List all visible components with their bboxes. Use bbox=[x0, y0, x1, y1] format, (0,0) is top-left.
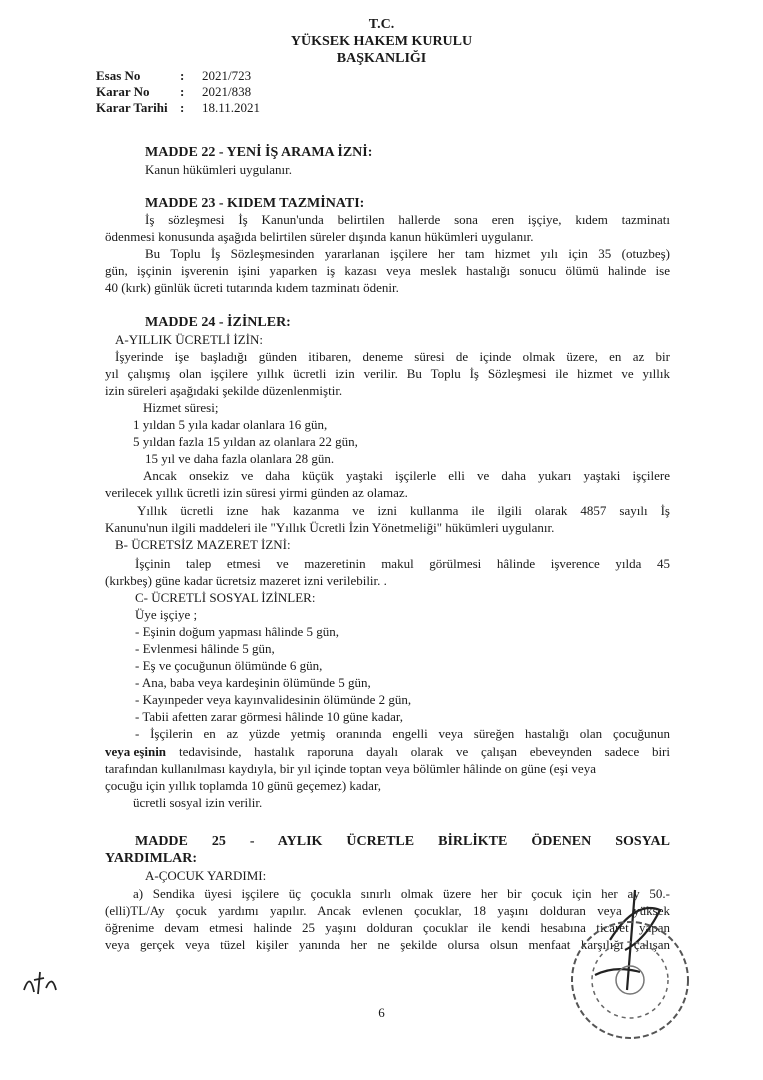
body-line: İş sözleşmesi İş Kanun'unda belirtilen hallerde sona eren işçiye, kıdem tazminatı bbox=[145, 212, 670, 227]
body-line: 1 yıldan 5 yıla kadar olanlara 16 gün, bbox=[133, 417, 328, 432]
body-line: - Evlenmesi hâlinde 5 gün, bbox=[135, 641, 275, 656]
body-line: gün, işçinin işverenin işini yaparken iş kazası veya meslek hastalığı sonucu ölümü halinde ise bbox=[105, 263, 670, 278]
body-line: Kanunu'nun ilgili maddeleri ile "Yıllık Ücretli İzin Yönetmeliği" hükümleri uygulanır. bbox=[105, 520, 555, 535]
meta-colon: : bbox=[180, 68, 185, 83]
body-line: - İşçilerin en az yüzde yetmiş oranında engelli veya süreğen hastalığı olan çocuğunun bbox=[135, 726, 670, 741]
body-line: yıl çalışmış olan işçilere yıllık ücretli izin verilir. Bu Toplu İş Sözleşmesi ile hizmet ve yıllık bbox=[105, 366, 670, 381]
meta-value: 18.11.2021 bbox=[202, 100, 261, 115]
article-heading: YARDIMLAR: bbox=[105, 851, 198, 866]
body-line: - Eş ve çocuğunun ölümünde 6 gün, bbox=[135, 658, 323, 673]
article-heading: MADDE 24 - İZİNLER: bbox=[145, 315, 291, 330]
body-line: İşçinin talep etmesi ve mazeretinin makul görülmesi hâlinde işverence yılda 45 bbox=[135, 556, 670, 571]
header-presidency: BAŞKANLIĞI bbox=[336, 51, 427, 66]
body-line: A-ÇOCUK YARDIMI: bbox=[145, 868, 267, 883]
body-line: veya eşinin bbox=[105, 744, 167, 759]
meta-row-tarih bbox=[96, 100, 260, 116]
meta-colon: : bbox=[180, 100, 185, 115]
margin-initials-icon bbox=[20, 968, 60, 998]
body-line: B- ÜCRETSİZ MAZERET İZNİ: bbox=[115, 537, 291, 552]
body-line: tedavisinde, hastalık raporuna dayalı olarak ve çalışan ebeveynden sadece biri bbox=[179, 744, 670, 759]
body-line: (elli)TL/Ay çocuk yardımı yapılır. Ancak evlenen çocuklar, 18 yaşını dolduran veya yüksek bbox=[105, 903, 670, 918]
meta-value: 2021/838 bbox=[202, 84, 252, 99]
case-metadata bbox=[96, 68, 260, 116]
meta-key: Esas No bbox=[96, 68, 141, 83]
article-heading: MADDE 25 - AYLIK ÜCRETLE BİRLİKTE ÖDENEN SOSYAL bbox=[135, 834, 670, 849]
meta-row-karar bbox=[96, 84, 260, 100]
body-line: ücretli sosyal izin verilir. bbox=[133, 795, 263, 810]
body-line: tarafından kullanılması kaydıyla, bir yıl içinde toptan veya bölümler hâlinde on güne (eşi veya bbox=[105, 761, 596, 776]
meta-value: 2021/723 bbox=[202, 68, 252, 83]
header-institution: YÜKSEK HAKEM KURULU bbox=[290, 34, 473, 49]
body-line: verilecek yıllık ücretli izin süresi yirmi günden az olamaz. bbox=[105, 485, 408, 500]
body-line: - Kayınpeder veya kayınvalidesinin ölümünde 2 gün, bbox=[135, 692, 412, 707]
body-line: (kırkbeş) güne kadar ücretsiz mazeret izni verilebilir. . bbox=[105, 573, 387, 588]
body-line: öğrenime devam etmesi halinde 25 yaşını dolduran çocuklar ile kendi hesabına ticaret yapan bbox=[105, 920, 670, 935]
body-line: A-YILLIK ÜCRETLİ İZİN: bbox=[115, 332, 264, 347]
meta-row-esas bbox=[96, 68, 260, 84]
body-line: 15 yıl ve daha fazla olanlara 28 gün. bbox=[145, 451, 335, 466]
body-line: Yıllık ücretli izne hak kazanma ve izni kullanma ile ilgili olarak 4857 sayılı İş bbox=[137, 503, 670, 518]
meta-key: Karar No bbox=[96, 84, 150, 99]
body-line: 5 yıldan fazla 15 yıldan az olanlara 22 gün, bbox=[133, 434, 358, 449]
body-line: Kanun hükümleri uygulanır. bbox=[145, 162, 292, 177]
official-stamp-icon bbox=[560, 905, 710, 1055]
body-line: - Ana, baba veya kardeşinin ölümünde 5 gün, bbox=[135, 675, 371, 690]
body-line: veya gerçek veya tüzel kişiler yanında her ne şekilde olursa olsun menfaat karşılığı çalışan bbox=[105, 937, 670, 952]
header-tc: T.C. bbox=[368, 17, 395, 32]
meta-colon: : bbox=[180, 84, 185, 99]
body-line: - Tabii afetten zarar görmesi hâlinde 10 güne kadar, bbox=[135, 709, 403, 724]
article-heading: MADDE 23 - KIDEM TAZMİNATI: bbox=[145, 196, 365, 211]
body-line: C- ÜCRETLİ SOSYAL İZİNLER: bbox=[135, 590, 316, 605]
body-line: İşyerinde işe başladığı günden itibaren, deneme süresi de içinde olmak üzere, en az bir bbox=[115, 349, 670, 364]
body-line: ödenmesi konusunda aşağıda belirtilen süreler dışında kanun hükümleri uygulanır. bbox=[105, 229, 534, 244]
body-line: çocuğu için yıllık toplamda 10 günü geçemez) kadar, bbox=[105, 778, 381, 793]
body-line: izin süreleri aşağıdaki şekilde düzenlenmiştir. bbox=[105, 383, 343, 398]
body-line: - Eşinin doğum yapması hâlinde 5 gün, bbox=[135, 624, 340, 639]
body-line: Üye işçiye ; bbox=[135, 607, 198, 622]
page-number: 6 bbox=[378, 1005, 385, 1020]
body-line: Ancak onsekiz ve daha küçük yaştaki işçilerle elli ve daha yukarı yaştaki işçilere bbox=[143, 468, 670, 483]
meta-key: Karar Tarihi bbox=[96, 100, 168, 115]
body-line: Bu Toplu İş Sözleşmesinden yararlanan işçilere her tam hizmet yılı için 35 (otuzbeş) bbox=[145, 246, 670, 261]
article-heading: MADDE 22 - YENİ İŞ ARAMA İZNİ: bbox=[145, 145, 373, 160]
body-line: Hizmet süresi; bbox=[143, 400, 219, 415]
body-line: 40 (kırk) günlük ücreti tutarında kıdem tazminatı ödenir. bbox=[105, 280, 399, 295]
body-line: a) Sendika üyesi işçilere üç çocukla sınırlı olmak üzere her bir çocuk için her ay 50.- bbox=[133, 886, 670, 901]
